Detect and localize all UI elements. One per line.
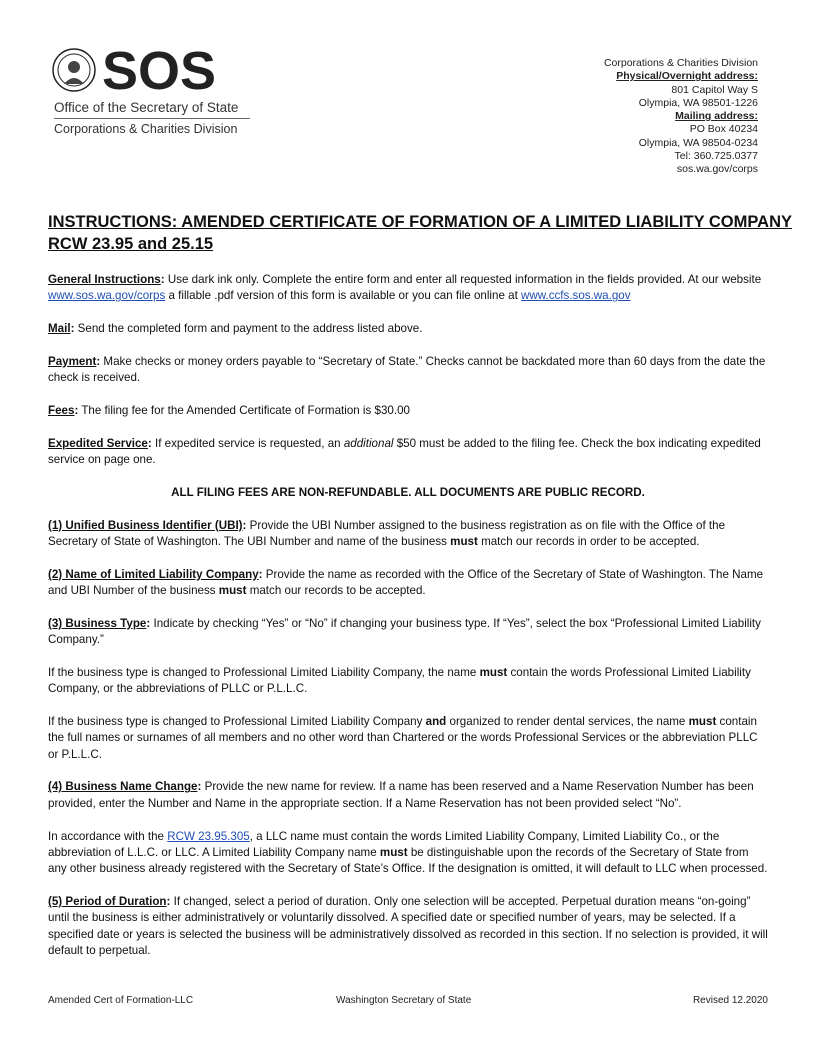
rcw-link[interactable]: RCW 23.95.305 [167, 829, 250, 843]
dental-pllc-rule: If the business type is changed to Professional Limited Liability Company and organized to render dental services, the name must contain the full names or surnames of all members and no other word than Chartered or the words Professional Services or the abbreviation PLLC or P.L.L.C. [48, 715, 758, 761]
general-instructions: General Instructions: Use dark ink only. Complete the entire form and enter all requested information in the fields provided. At our website www.sos.wa.gov/corps a fillable .pdf version of this form is available or you can file online at www.ccfs.sos.wa.gov [48, 273, 762, 303]
physical-address-label: Physical/Overnight address: [616, 70, 758, 83]
duration-label: (5) Period of Duration [48, 894, 167, 908]
title-line2: RCW 23.95 and 25.15 [48, 235, 214, 253]
instructions-body [48, 272, 768, 976]
page-title [48, 211, 792, 255]
address-web: sos.wa.gov/corps [676, 163, 758, 176]
llc-name-label: (2) Name of Limited Liability Company [48, 567, 259, 581]
ubi-instructions: (1) Unified Business Identifier (UBI): Provide the UBI Number assigned to the business registration as on file with the Office of the Secretary of State of Washington. The UBI Number and name of the business must match our records in order to be accepted. [48, 518, 726, 548]
general-label: General Instructions [48, 273, 161, 286]
logo-division-name: Corporations & Charities Division [54, 122, 238, 136]
mailing-address-label: Mailing address: [675, 110, 758, 123]
name-change-label: (4) Business Name Change [48, 780, 198, 794]
mail-label: Mail [48, 322, 71, 336]
sos-website-link[interactable]: www.sos.wa.gov/corps [48, 289, 166, 303]
footer-agency: Washington Secretary of State [336, 995, 472, 1006]
footer-revision: Revised 12.2020 [692, 995, 768, 1006]
expedited-label: Expedited Service [48, 436, 148, 450]
address-block [604, 57, 758, 177]
ccfs-website-link[interactable]: www.ccfs.sos.wa.gov [521, 289, 631, 303]
fees-label: Fees [48, 403, 75, 417]
mailing-address-line2: Olympia, WA 98504-0234 [638, 136, 758, 149]
business-type-label: (3) Business Type [48, 616, 147, 630]
logo-divider [54, 118, 250, 119]
name-change-instructions: (4) Business Name Change: Provide the new name for review. If a name has been reserved and a Name Reservation Number has been provided, enter the Number and Name in the appropriate section. If a Name Reservation has not been provided select “No”. [48, 780, 754, 810]
address-division: Corporations & Charities Division [603, 57, 758, 69]
footer-form-name: Amended Cert of Formation-LLC [48, 995, 194, 1006]
llc-name-rule: In accordance with the RCW 23.95.305, a LLC name must contain the words Limited Liability Company, Limited Liability Co., or the abbreviation of L.L.C. or LLC. A Limited Liability Company name must be distinguishable upon the records of the Secretary of State from any other business already registered with the Secretary of State’s Office. If the designation is omitted, it will default to LLC when processed. [48, 829, 768, 876]
state-seal-icon [52, 48, 96, 92]
payment-instructions: Payment: Make checks or money orders payable to “Secretary of State.” Checks cannot be backdated more than 60 days from the date the check is received. [48, 354, 766, 385]
pllc-name-rule: If the business type is changed to Professional Limited Liability Company, the name must contain the words Professional Limited Liability Company, or the abbreviations of PLLC or P.L.L.C. [48, 665, 751, 696]
physical-address-line1: 801 Capitol Way S [671, 83, 758, 96]
ubi-label: (1) Unified Business Identifier (UBI) [48, 518, 243, 532]
fees-notice: ALL FILING FEES ARE NON-REFUNDABLE. ALL DOCUMENTS ARE PUBLIC RECORD. [171, 485, 645, 499]
duration-instructions: (5) Period of Duration: If changed, select a period of duration. Only one selection will be accepted. Perpetual duration means “on-going” until the business is either administratively or voluntarily dissolved. A specified date or specified number of years, may be selected. If a specified date or years is selected the business will be administratively dissolved as recorded in this section. If no selection is provided, it will default to perpetual. [48, 894, 768, 957]
physical-address-line2: Olympia, WA 98501-1226 [638, 96, 758, 109]
title-line1: INSTRUCTIONS: AMENDED CERTIFICATE OF FORMATION OF A LIMITED LIABILITY COMPANY [48, 213, 792, 231]
logo-wordmark: SOS [102, 41, 217, 101]
sos-logo [52, 41, 257, 141]
payment-label: Payment [48, 354, 97, 368]
expedited-instructions: Expedited Service: If expedited service is requested, an additional $50 must be added to the filing fee. Check the box indicating expedited service on page one. [48, 436, 761, 467]
mail-instructions: Mail: Send the completed form and payment to the address listed above. [48, 322, 423, 336]
logo-office-name: Office of the Secretary of State [54, 100, 239, 115]
mailing-address-line1: PO Box 40234 [689, 123, 758, 136]
llc-name-instructions: (2) Name of Limited Liability Company: Provide the name as recorded with the Office of the Secretary of State of Washington. The Name and UBI Number of the business must match our records to be accepted. [48, 567, 764, 598]
fees-instructions: Fees: The filing fee for the Amended Certificate of Formation is $30.00 [48, 403, 410, 417]
business-type-instructions: (3) Business Type: Indicate by checking “Yes” or “No” if changing your business type. If “Yes”, select the box “Professional Limited Liability Company.” [48, 616, 761, 647]
address-tel: Tel: 360.725.0377 [674, 150, 758, 163]
